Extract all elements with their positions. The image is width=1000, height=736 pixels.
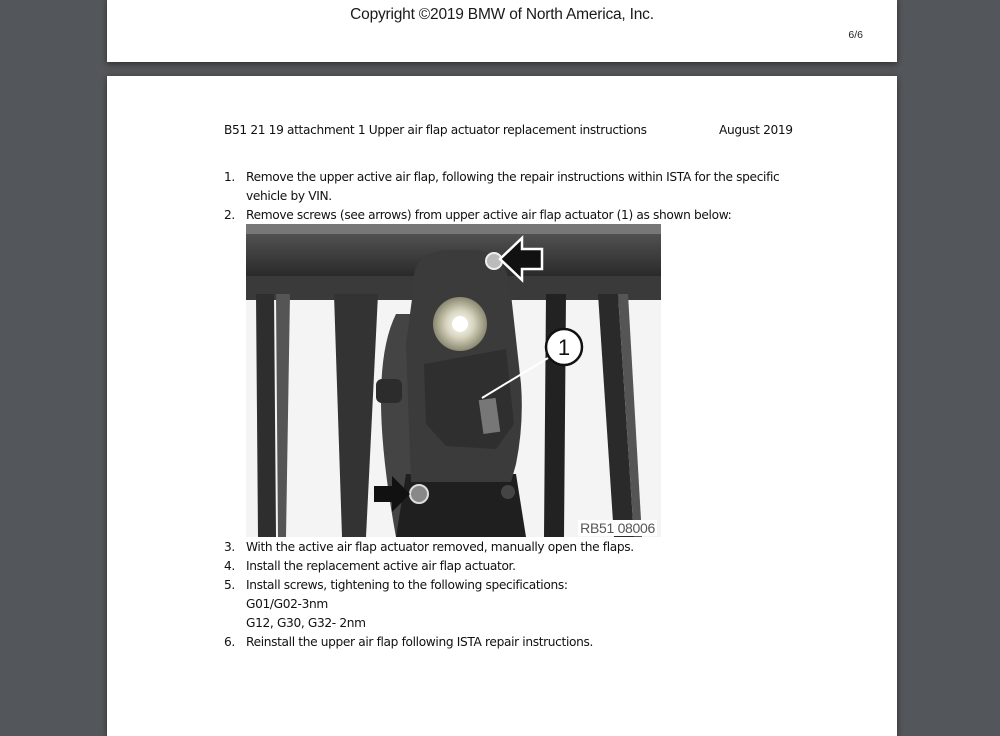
page-number: 6/6 (848, 29, 863, 41)
step-text: Reinstall the upper air flap following ISTA repair instructions. (246, 635, 593, 649)
step-number: 3. (224, 540, 235, 554)
step-text: Remove the upper active air flap, following the repair instructions within ISTA for the specific (246, 170, 780, 184)
step-number: 4. (224, 559, 235, 573)
document-date: August 2019 (719, 123, 793, 137)
step-number: 5. (224, 578, 235, 592)
step-text: With the active air flap actuator removed, manually open the flaps. (246, 540, 634, 554)
step-text: Remove screws (see arrows) from upper active air flap actuator (1) as shown below: (246, 208, 732, 222)
figure-reference-code: RB51 08006 (580, 520, 655, 536)
step-number: 2. (224, 208, 235, 222)
torque-spec: G01/G02-3nm (246, 597, 328, 611)
step-number: 6. (224, 635, 235, 649)
step-text: Install screws, tightening to the following specifications: (246, 578, 568, 592)
document-title: B51 21 19 attachment 1 Upper air flap actuator replacement instructions (224, 123, 647, 137)
previous-pdf-page (107, 0, 897, 62)
current-pdf-page (107, 76, 897, 736)
callout-number: 1 (557, 335, 571, 360)
step-text: Install the replacement active air flap actuator. (246, 559, 516, 573)
actuator-photo (246, 224, 661, 537)
torque-spec: G12, G30, G32- 2nm (246, 616, 366, 630)
copyright-footer: Copyright ©2019 BMW of North America, Inc. (350, 6, 654, 23)
step-text: vehicle by VIN. (246, 189, 332, 203)
step-number: 1. (224, 170, 235, 184)
